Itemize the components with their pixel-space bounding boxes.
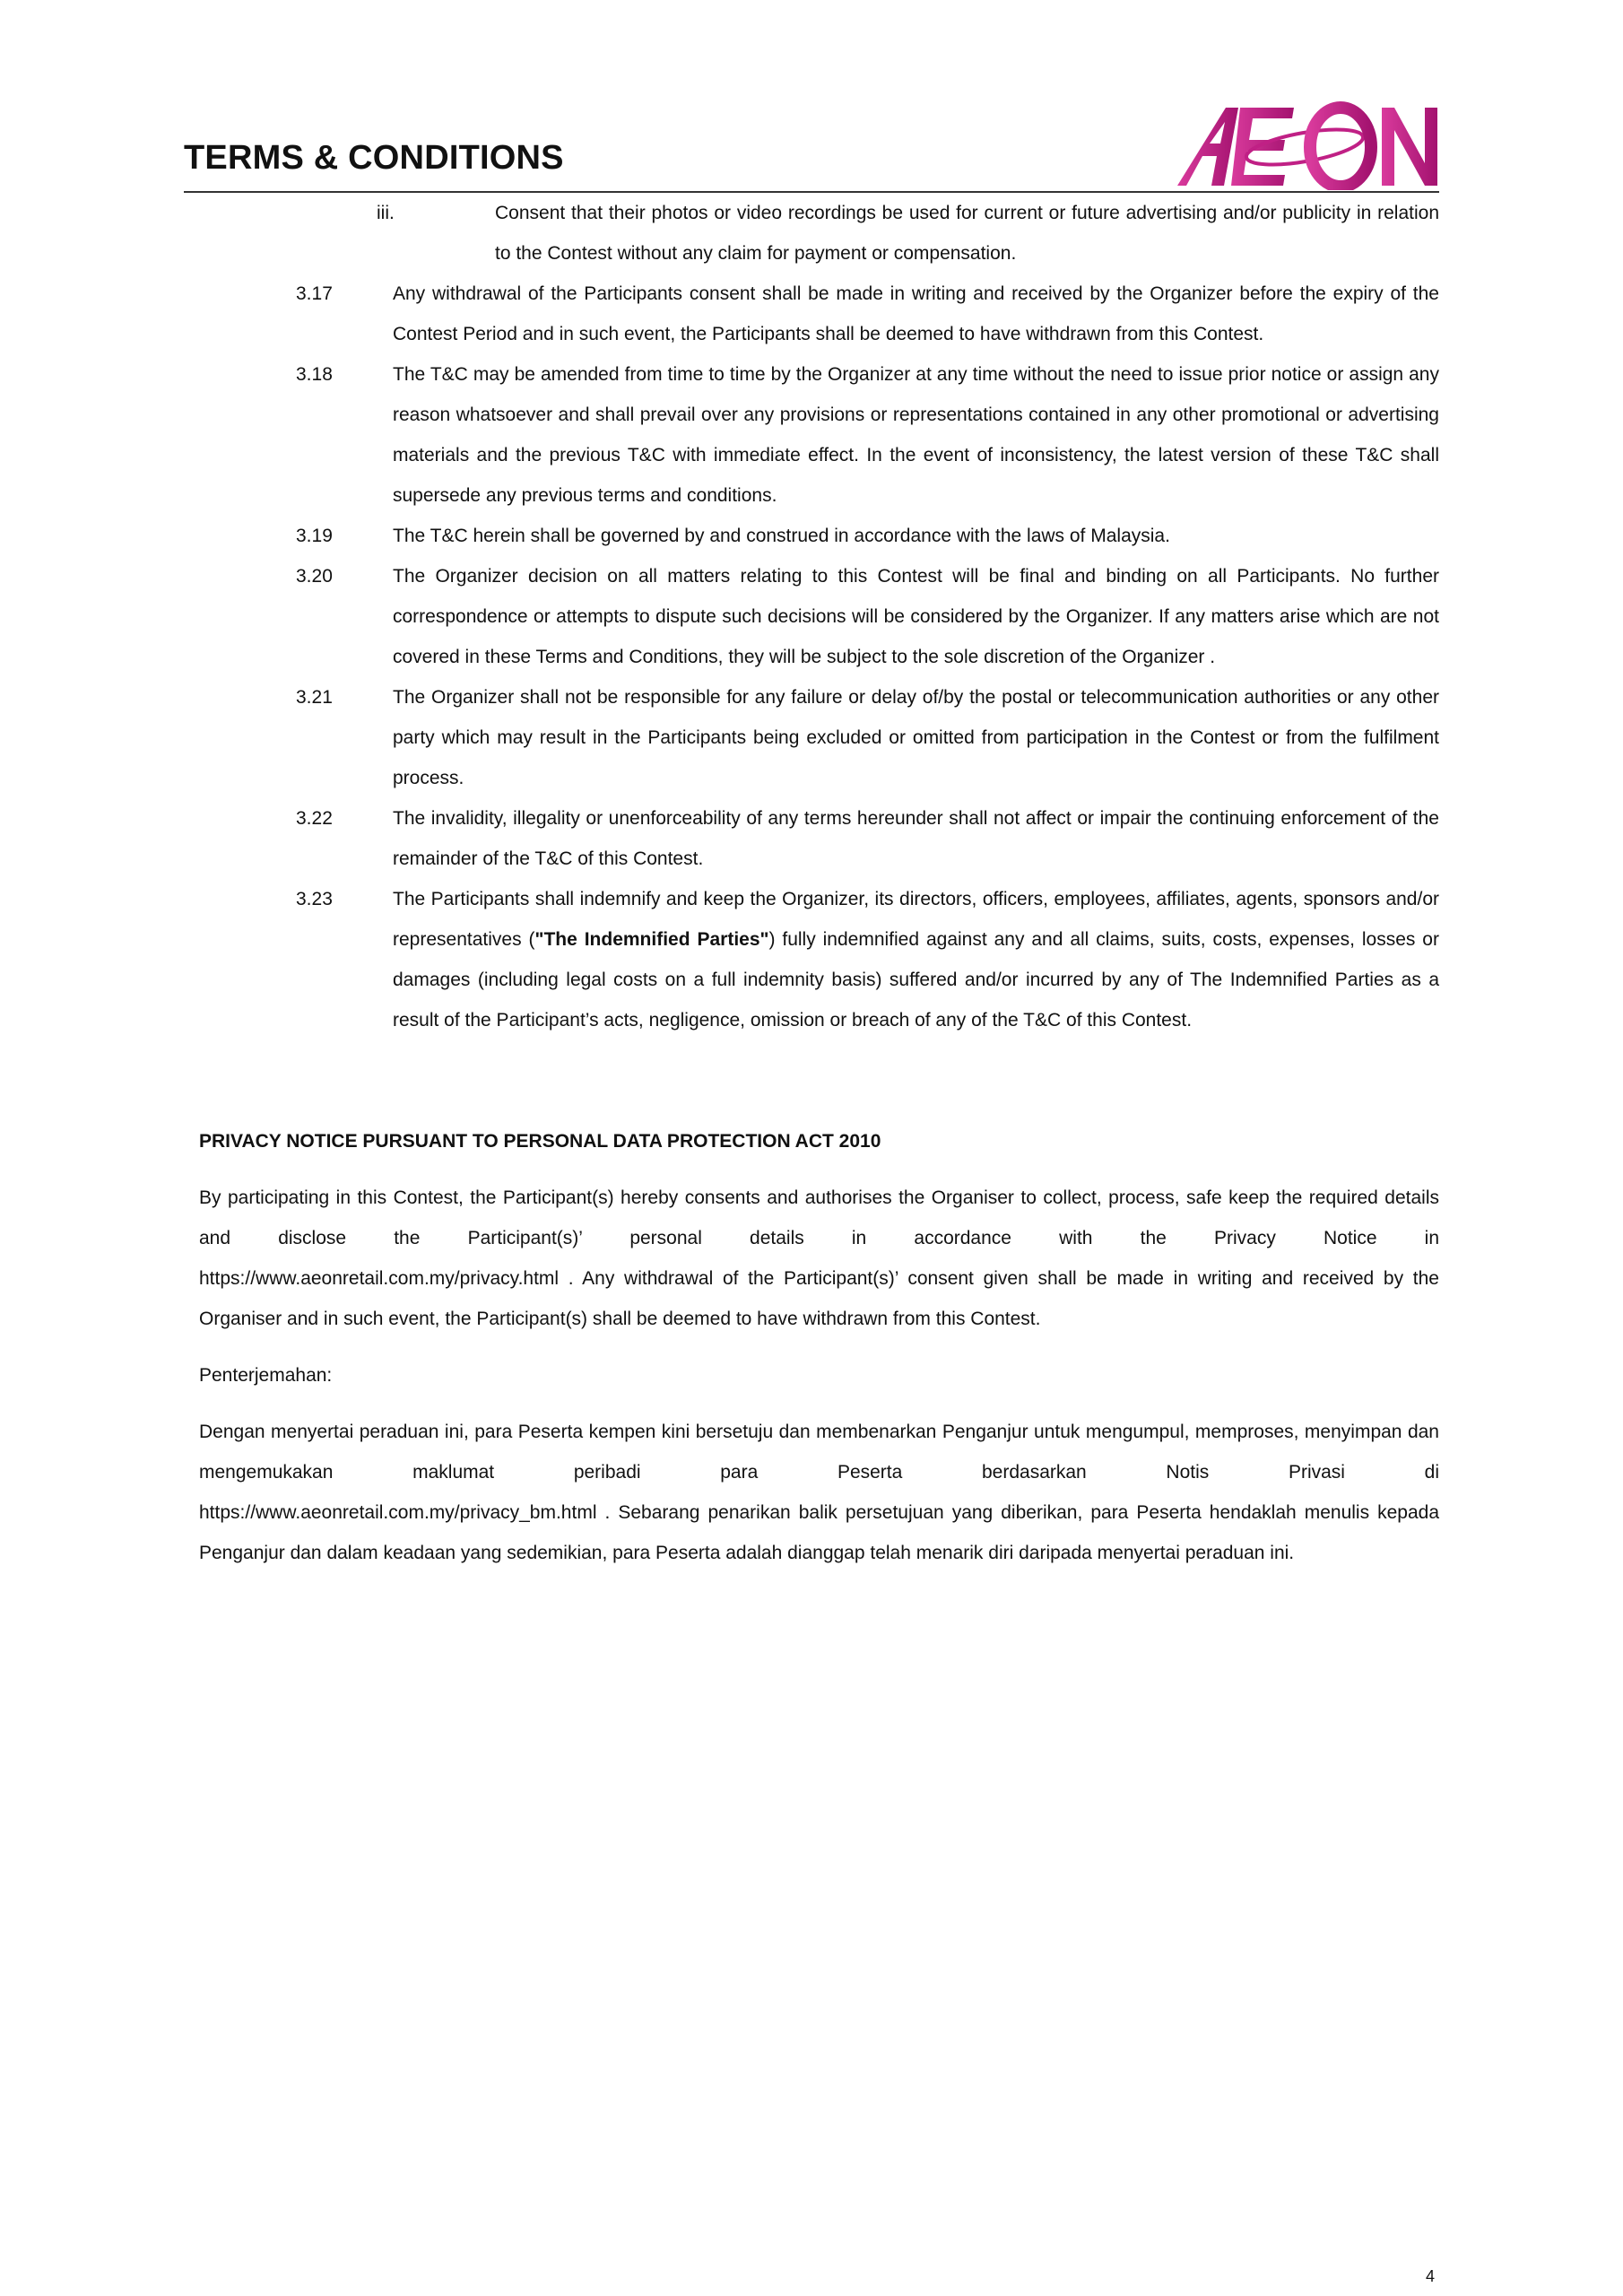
clause-number: 3.19 <box>296 526 333 546</box>
clause-3-22 <box>0 798 1623 879</box>
page-number: 4 <box>1426 2267 1436 2285</box>
clause-number: iii. <box>377 203 395 223</box>
privacy-english-line1: By participating in this Contest, the Participant(s) hereby consents and authorises the Organiser to collect, process, safe keep the required details and disclose the Participant(s)’ personal details in accordance with the Privacy Notice in <box>199 1187 1439 1248</box>
aeon-logo <box>1170 100 1444 190</box>
clause-text: The T&C may be amended from time to time by the Organizer at any time without the need to issue prior notice or assign any reason whatsoever and shall prevail over any provisions or representations contained in any other promotional or advertising materials and the previous T&C with immediate effect. In the event of inconsistency, the latest version of these T&C shall supersede any previous terms and conditions. <box>393 364 1439 506</box>
privacy-malay-rest: https://www.aeonretail.com.my/privacy_bm.html . Sebarang penarikan balik persetujuan yang diberikan, para Peserta hendaklah menulis kepada Penganjur dan dalam keadaan yang sedemikian, para Peserta adalah dianggap telah menarik diri daripada menyertai peraduan ini. <box>199 1502 1439 1563</box>
clause-number: 3.18 <box>296 364 333 385</box>
clause-3-23 <box>0 879 1623 1040</box>
clauses-list <box>0 193 1623 1040</box>
clause-number: 3.23 <box>296 889 333 909</box>
clause-number: 3.20 <box>296 566 333 587</box>
privacy-notice <box>199 1121 1439 1589</box>
clause-text: Any withdrawal of the Participants consent shall be made in writing and received by the Organizer before the expiry of the Contest Period and in such event, the Participants shall be deemed to have withdrawn from this Contest. <box>393 283 1439 344</box>
clause-3-20 <box>0 556 1623 677</box>
page-title: TERMS & CONDITIONS <box>184 139 564 177</box>
clause-text: Consent that their photos or video recordings be used for current or future advertising and/or publicity in relation to the Contest without any claim for payment or compensation. <box>495 203 1439 264</box>
privacy-english-rest: https://www.aeonretail.com.my/privacy.html . Any withdrawal of the Participant(s)’ consent given shall be made in writing and received by the Organiser and in such event, the Participant(s) shall be deemed to have withdrawn from this Contest. <box>199 1268 1439 1329</box>
clause-text: The Organizer shall not be responsible for any failure or delay of/by the postal or telecommunication authorities or any other party which may result in the Participants being excluded or omitted from participation in the Contest or from the fulfilment process. <box>393 687 1439 788</box>
translation-label: Penterjemahan: <box>199 1365 333 1386</box>
clause-text: The Organizer decision on all matters relating to this Contest will be final and binding on all Participants. No further correspondence or attempts to dispute such decisions will be considered by the Organizer. If any matters arise which are not covered in these Terms and Conditions, they will be subject to the sole discretion of the Organizer . <box>393 566 1439 667</box>
clause-number: 3.22 <box>296 808 333 829</box>
clause-3-21 <box>0 677 1623 798</box>
clause-iii <box>0 193 1623 274</box>
clause-3-17 <box>0 274 1623 354</box>
clause-text: The invalidity, illegality or unenforceability of any terms hereunder shall not affect or impair the continuing enforcement of the remainder of the T&C of this Contest. <box>393 808 1439 869</box>
clause-number: 3.21 <box>296 687 333 708</box>
clause-text <box>393 879 1439 1040</box>
clause-3-19 <box>0 516 1623 556</box>
clause-text: The T&C herein shall be governed by and construed in accordance with the laws of Malaysia. <box>393 526 1170 546</box>
clause-text-end: ) fully indemnified against any and all claims, suits, costs, expenses, losses or damages (including legal costs on a full indemnity basis) suffered and/or incurred by any of The Indemnified Parties as a result of the Participant’s acts, negligence, omission or breach of any of the T&C of this Contest. <box>393 929 1439 1031</box>
clause-text-start: The Participants shall indemnify and keep the Organizer, its directors, officers, employees, affiliates, agents, sponsors and/or representatives ( <box>393 889 1439 950</box>
privacy-malay-line1: Dengan menyertai peraduan ini, para Peserta kempen kini bersetuju dan membenarkan Penganjur untuk mengumpul, memproses, menyimpan dan mengemukakan maklumat peribadi para Peserta berdasarkan Notis Privasi di <box>199 1422 1439 1483</box>
clause-3-18 <box>0 354 1623 516</box>
privacy-heading: PRIVACY NOTICE PURSUANT TO PERSONAL DATA PROTECTION ACT 2010 <box>199 1131 881 1152</box>
clause-number: 3.17 <box>296 283 333 304</box>
indemnified-parties-term: "The Indemnified Parties" <box>534 929 769 950</box>
